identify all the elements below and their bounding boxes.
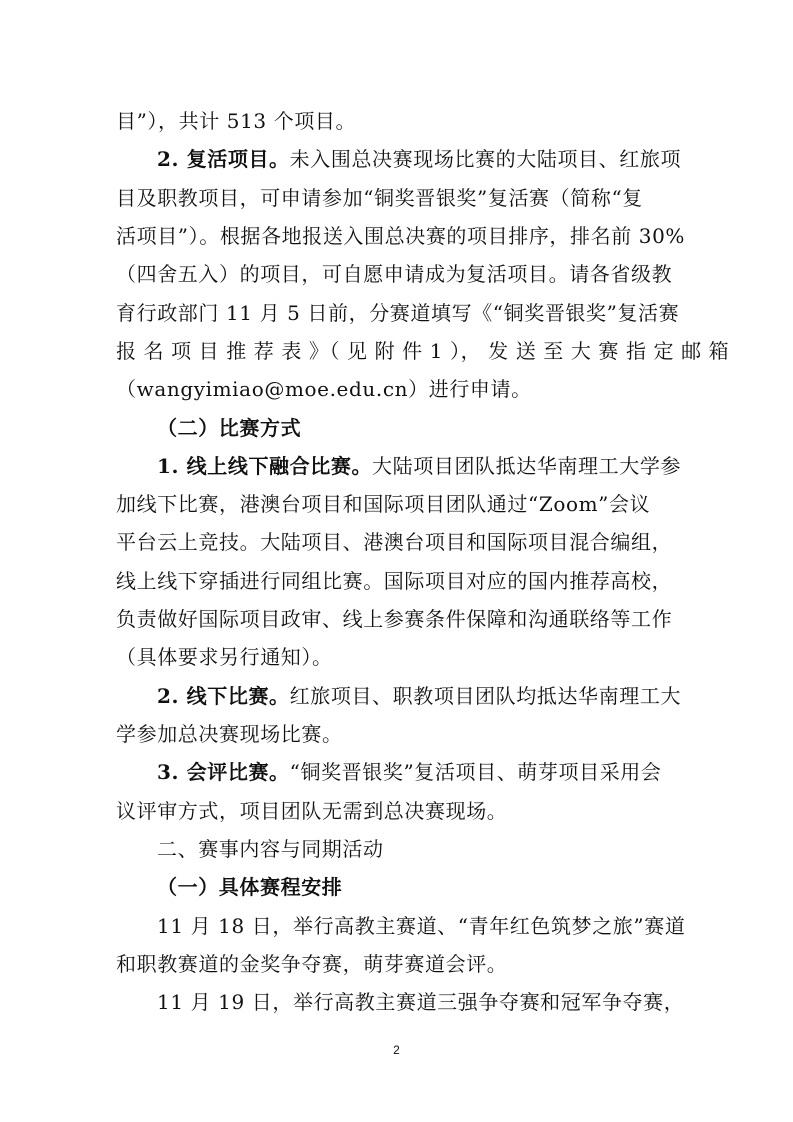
text-line: 负责做好国际项目政审、线上参赛条件保障和沟通联络等工作 <box>116 607 673 631</box>
item-lead: 1. 线上线下融合比赛。 <box>157 454 373 478</box>
chapter-heading: 二、赛事内容与同期活动 <box>157 837 384 861</box>
item-lead: 2. 复活项目。 <box>157 147 290 171</box>
text-line: 11 月 19 日，举行高教主赛道三强争夺赛和冠军争夺赛， <box>157 990 685 1014</box>
text-line: （具体要求另行通知）。 <box>116 645 333 669</box>
text-line: 2. 线下比赛。红旅项目、职教项目团队均抵达华南理工大 <box>157 684 682 708</box>
text-line: 目及职教项目，可申请参加“铜奖晋银奖”复活赛（简称“复 <box>116 186 643 210</box>
text-line: 报 名 项 目 推 荐 表 》（ 见 附 件 1 ）， 发 送 至 大 赛 指 定 邮 箱 <box>116 339 730 363</box>
section-heading: （一）具体赛程安排 <box>157 875 343 899</box>
text-line: 1. 线上线下融合比赛。大陆项目团队抵达华南理工大学参 <box>157 454 682 478</box>
text-line: 加线下比赛，港澳台项目和国际项目团队通过“Zoom”会议 <box>116 492 651 516</box>
item-lead: 2. 线下比赛。 <box>157 684 290 708</box>
text-line: 议评审方式，项目团队无需到总决赛现场。 <box>116 799 508 823</box>
item-lead: 3. 会评比赛。 <box>157 760 290 784</box>
text-line: 育行政部门 11 月 5 日前，分赛道填写《“铜奖晋银奖”复活赛 <box>116 301 680 325</box>
text-line: 平台云上竞技。大陆项目、港澳台项目和国际项目混合编组， <box>116 530 673 554</box>
text-line: 目”），共计 513 个项目。 <box>116 109 357 133</box>
text-line: 活项目”）。根据各地报送入围总决赛的项目排序，排名前 30% <box>116 224 686 248</box>
text-line: 和职教赛道的金奖争夺赛，萌芽赛道会评。 <box>116 952 508 976</box>
text-line: 3. 会评比赛。“铜奖晋银奖”复活项目、萌芽项目采用会 <box>157 760 662 784</box>
text-line: 11 月 18 日，举行高教主赛道、“青年红色筑梦之旅”赛道 <box>157 914 686 938</box>
text-line: 线上线下穿插进行同组比赛。国际项目对应的国内推荐高校， <box>116 569 673 593</box>
text-line: 学参加总决赛现场比赛。 <box>116 722 343 746</box>
section-heading: （二）比赛方式 <box>157 416 302 440</box>
text-line: （四舍五入）的项目，可自愿申请成为复活项目。请各省级教 <box>116 262 673 286</box>
text-line: （wangyimiao@moe.edu.cn）进行申请。 <box>116 377 532 401</box>
page-number: 2 <box>393 1043 400 1057</box>
text-line: 2. 复活项目。未入围总决赛现场比赛的大陆项目、红旅项 <box>157 147 682 171</box>
